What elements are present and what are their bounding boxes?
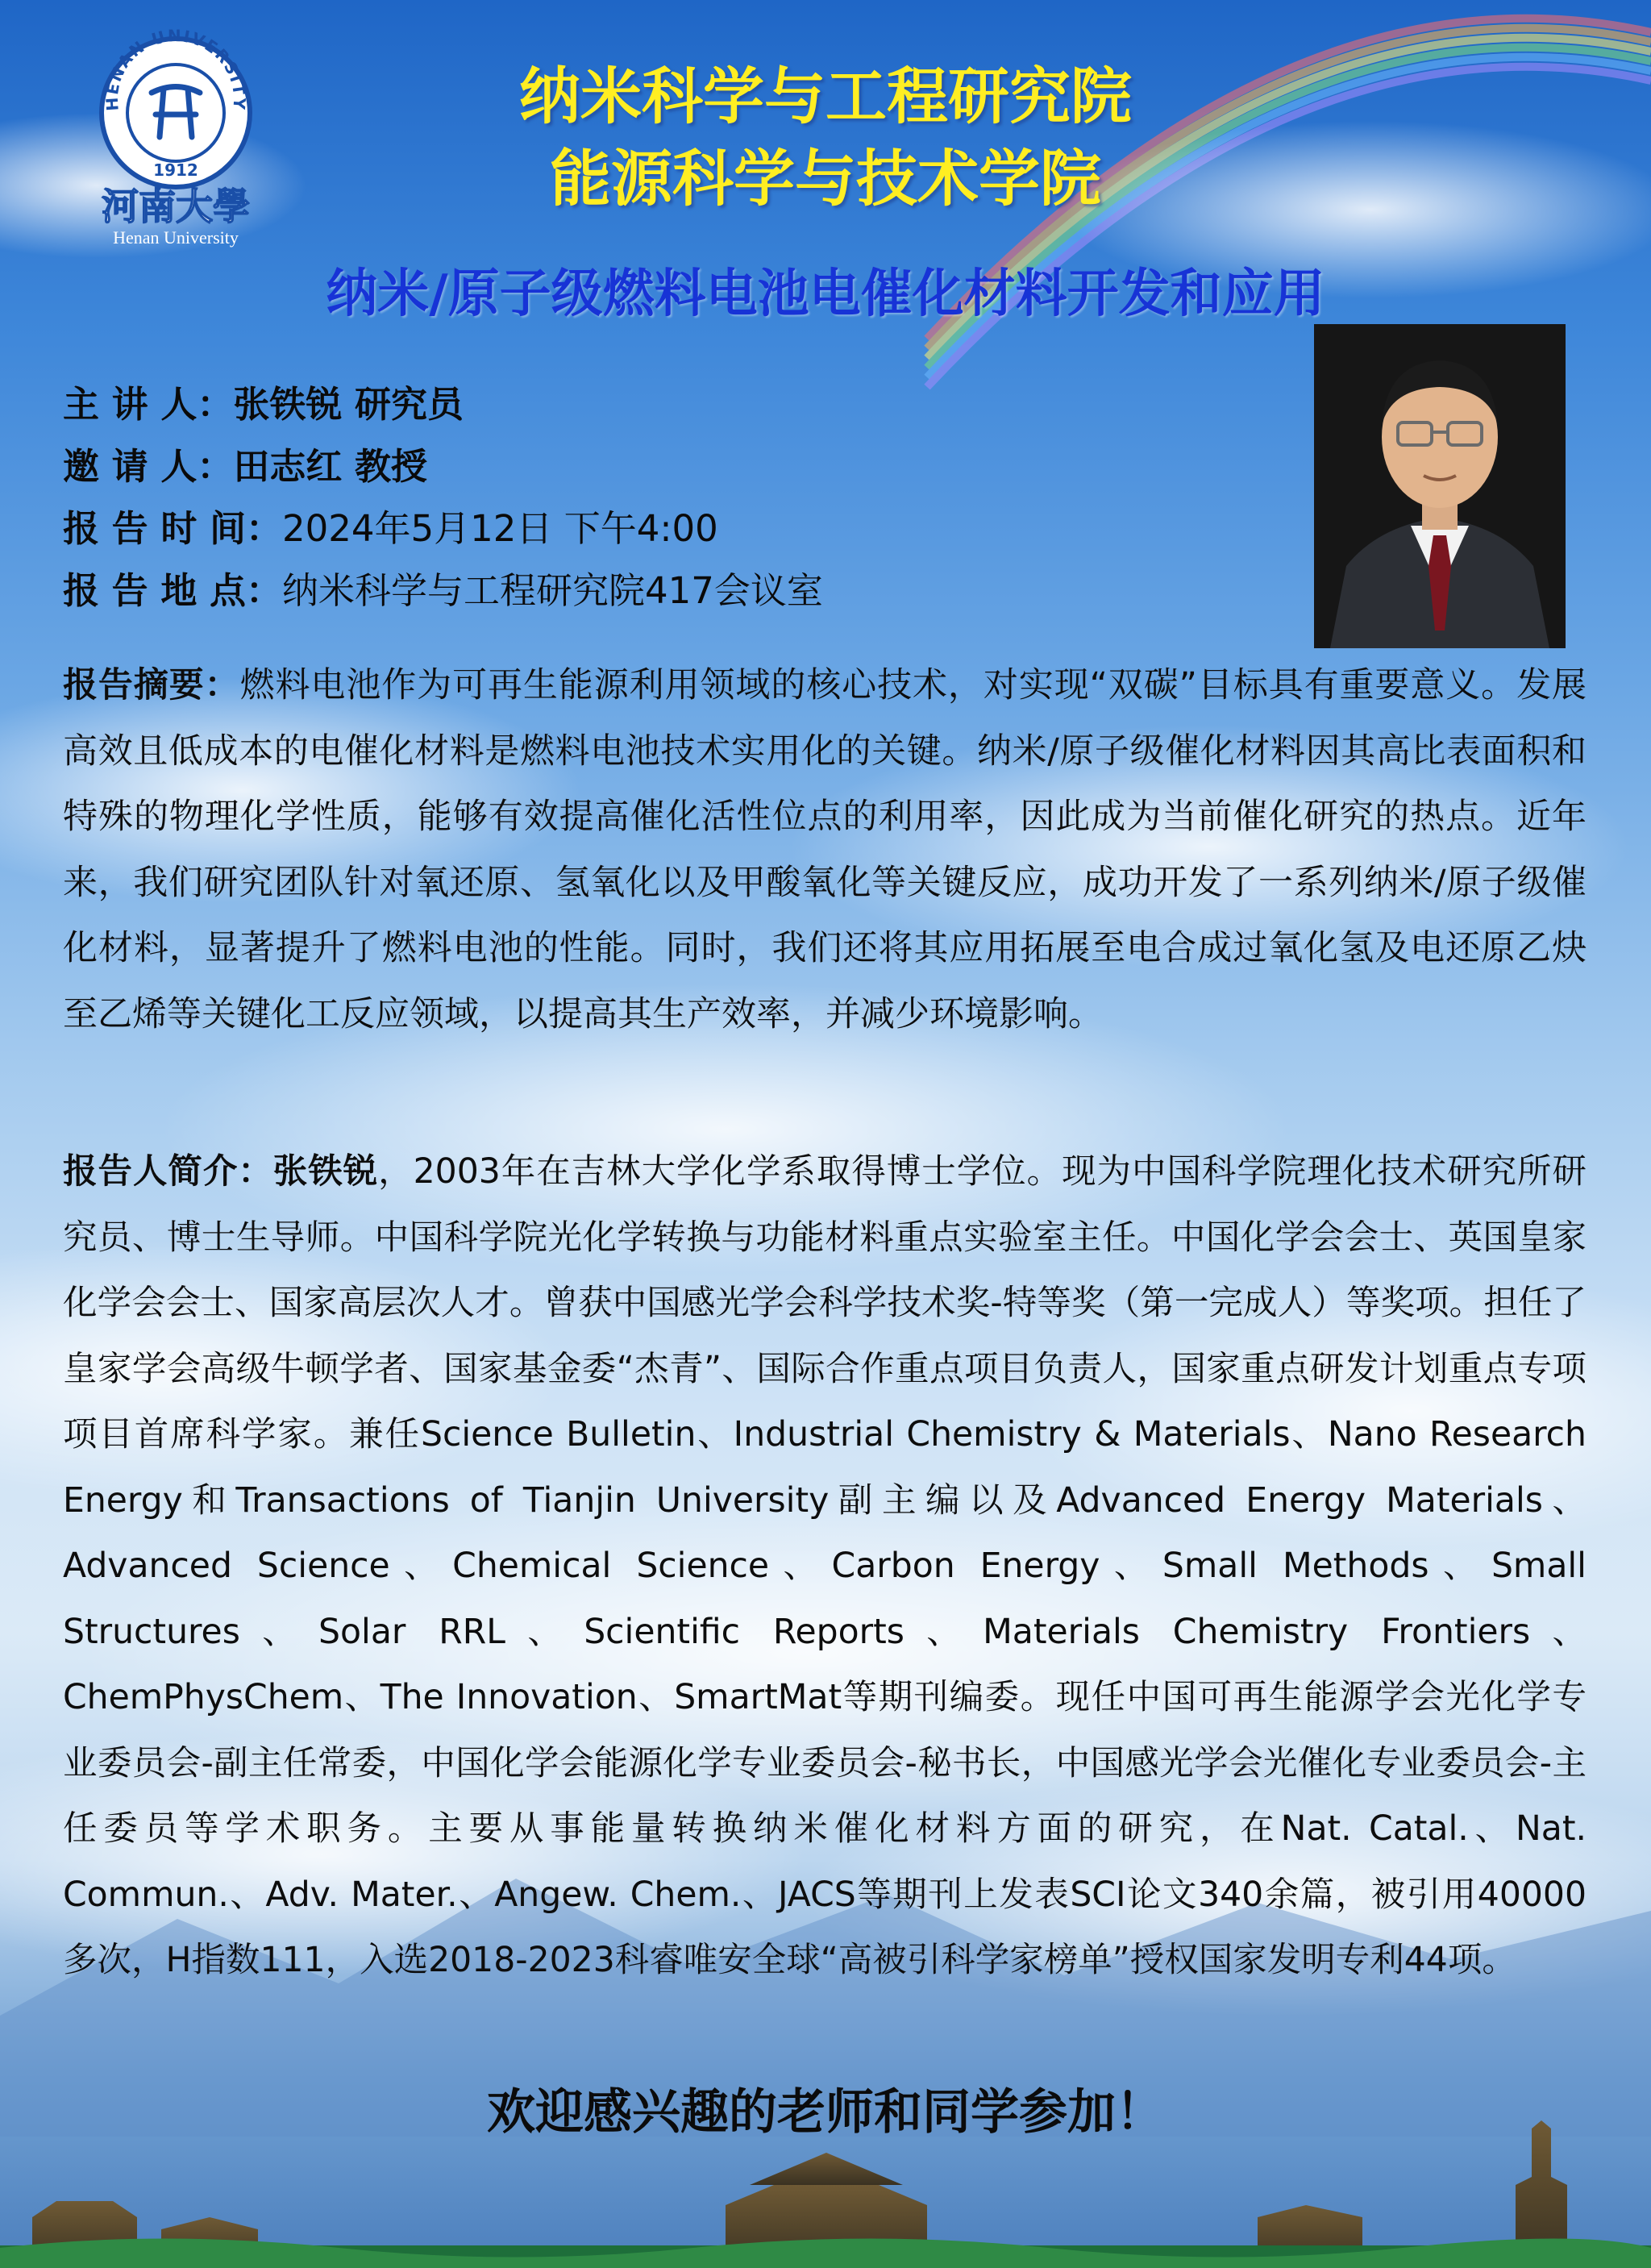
institute-title-1: 纳米科学与工程研究院 — [519, 60, 1132, 132]
speaker-label: 主 讲 人： — [63, 383, 234, 426]
time-value: 2024年5月12日 下午4:00 — [282, 507, 718, 550]
logo-english-name: Henan University — [113, 227, 239, 248]
time-label: 报 告 时 间： — [63, 507, 282, 550]
logo-script-name: 河南大學 — [102, 185, 250, 228]
abstract-paragraph — [63, 653, 1587, 1047]
speaker-row — [63, 381, 464, 429]
time-row — [63, 505, 718, 553]
speaker-photo — [1314, 324, 1566, 648]
speaker-value: 张铁锐 研究员 — [233, 383, 464, 426]
logo-year: 1912 — [153, 160, 198, 180]
host-row — [63, 443, 427, 491]
welcome-message: 欢迎感兴趣的老师和同学参加！ — [487, 2084, 1164, 2141]
bio-name: 张铁锐 — [272, 1152, 379, 1192]
host-label: 邀 请 人： — [63, 445, 234, 488]
venue-value: 纳米科学与工程研究院417会议室 — [282, 569, 823, 612]
host-value: 田志红 教授 — [233, 445, 428, 488]
venue-row — [63, 567, 823, 615]
bio-text: ，2003年在吉林大学化学系取得博士学位。现为中国科学院理化技术研究所研究员、博士生导师。中国科学院光化学转换与功能材料重点实验室主任。中国化学会会士、英国皇家化学会会士、国家高层次人才。曾获中国感光学会科学技术奖-特等奖（第一完成人）等奖项。担任了皇家学会高级牛顿学者、国家基金委“杰青”、国际合作重点项目负责人，国家重点研发计划重点专项项目首席科学家。兼任Science Bulletin、Industrial Chemistry & Materials、Nano Research Energy和Transactions of Tianjin University副主编以及Advanced Energy Materials、Advanced Science、Chemical Science、Carbon Energy、Small Methods、Small Structures、Solar RRL、Scientific Reports、Materials Chemistry Frontiers、ChemPhysChem、The Innovation、SmartMat等期刊编委。现任中国可再生能源学会光化学专业委员会-副主任常委，中国化学会能源化学专业委员会-秘书长，中国感光学会光催化专业委员会-主任委员等学术职务。主要从事能量转换纳米催化材料方面的研究，在Nat. Catal.、Nat. Commun.、Adv. Mater.、Angew. Chem.、JACS等期刊上发表SCI论文340余篇，被引用40000多次，H指数111，入选2018-2023科睿唯安全球“高被引科学家榜单”授权国家发明专利44项。 — [63, 1152, 1587, 1980]
abstract-label: 报告摘要： — [63, 665, 240, 705]
logo-ring-text: HENAN UNIVERSITY — [102, 26, 250, 112]
bio-label: 报告人简介： — [63, 1152, 273, 1192]
abstract-text: 燃料电池作为可再生能源利用领域的核心技术，对实现“双碳”目标具有重要意义。发展高效且低成本的电催化材料是燃料电池技术实用化的关键。纳米/原子级催化材料因其高比表面积和特殊的物理化学性质，能够有效提高催化活性位点的利用率，因此成为当前催化研究的热点。近年来，我们研究团队针对氧还原、氢氧化以及甲酸氧化等关键反应，成功开发了一系列纳米/原子级催化材料，显著提升了燃料电池的性能。同时，我们还将其应用拓展至电合成过氧化氢及电还原乙炔至乙烯等关键化工反应领域，以提高其生产效率，并减少环境影响。 — [63, 665, 1587, 1034]
institute-title-2: 能源科学与技术学院 — [550, 143, 1101, 214]
venue-label: 报 告 地 点： — [63, 569, 282, 612]
lecture-topic: 纳米/原子级燃料电池电催化材料开发和应用 — [326, 264, 1325, 324]
speaker-bio-paragraph — [63, 1139, 1587, 1994]
